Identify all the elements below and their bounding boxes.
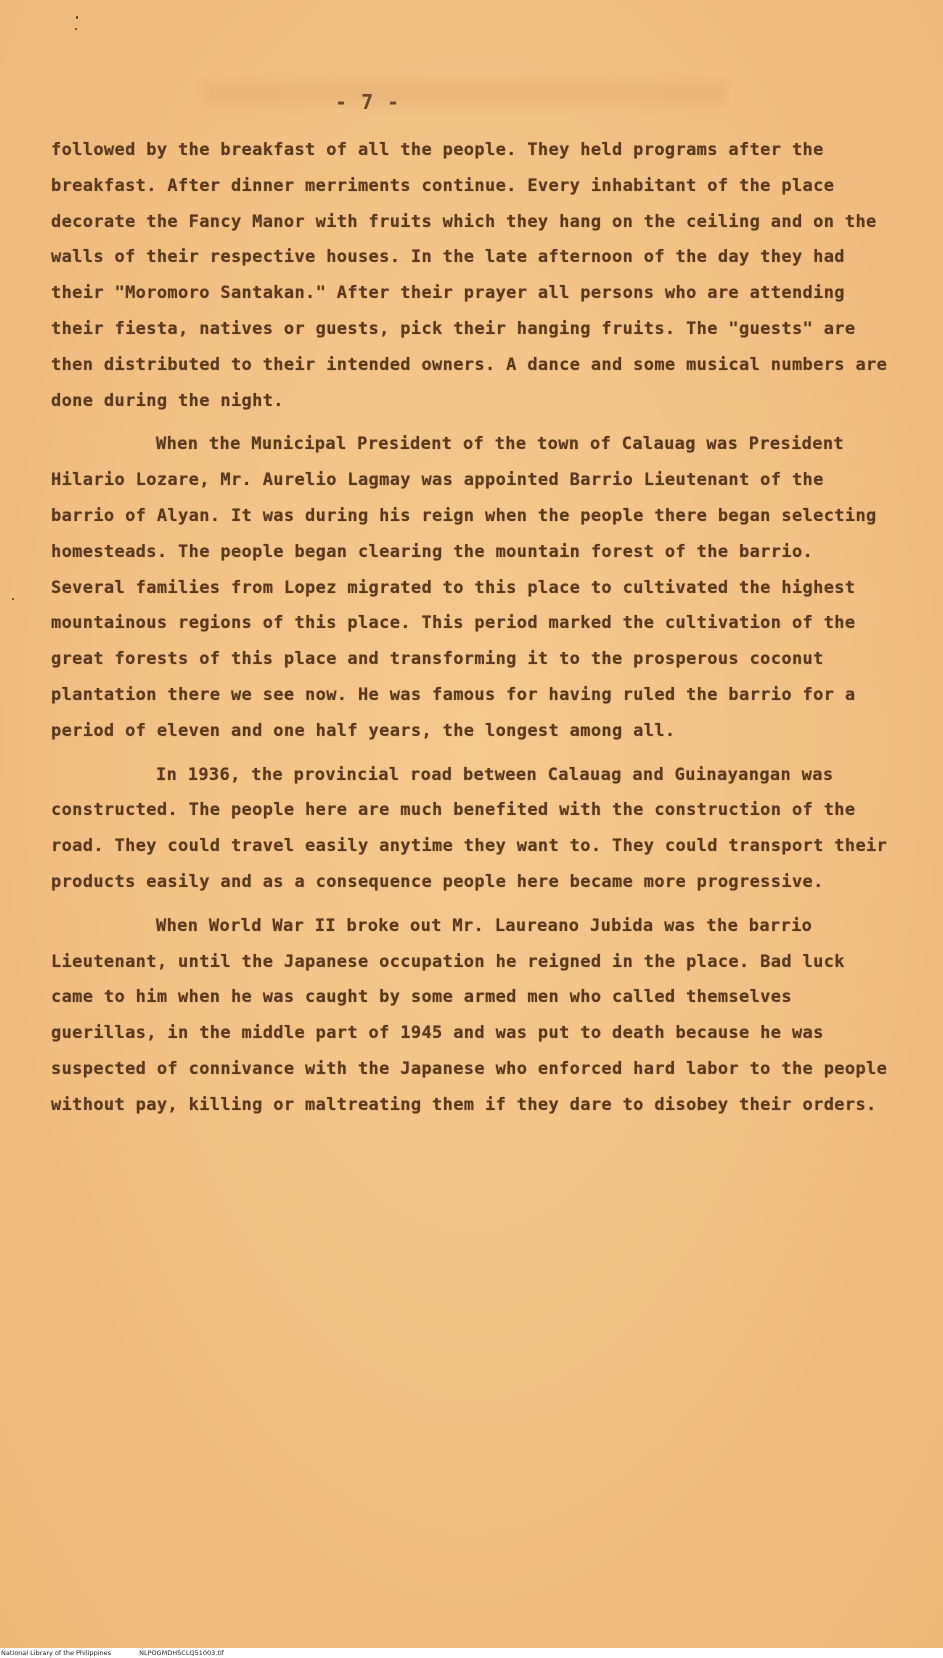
dust-speck xyxy=(12,598,14,600)
paragraph-1: followed by the breakfast of all the people. They held programs after the breakfast. After dinner merriments continue. Every inhabitant of the place decorate the Fancy Manor with fruits which they hang on the ceiling and on the walls of their respective houses. In the late afternoon of the day they had their "Moromoro Santakan." After their prayer all persons who are attending their fiesta, natives or guests, pick their hanging fruits. The "guests" are then distributed to their intended owners. A dance and some musical numbers are done during the night. xyxy=(51,140,888,411)
page-number: - 7 - xyxy=(335,90,401,114)
paragraph-4: When World War II broke out Mr. Laureano Jubida was the barrio Lieutenant, until the Japanese occupation he reigned in the place. Bad luck came to him when he was caught by some armed men who called themselves guerillas, in the middle part of 1945 and was put to death because he was suspected of connivance with the Japanese who enforced hard labor to the people without pay, killing or maltreating them if they dare to disobey their orders. xyxy=(51,915,888,1115)
bleed-through-shadow xyxy=(205,82,725,104)
scan-footer xyxy=(0,1648,943,1658)
paragraph-3: In 1936, the provincial road between Calauag and Guinayangan was constructed. The people here are much benefited with the construction of the road. They could travel easily anytime they want to. They could transport their products easily and as a consequence people here became more progressive. xyxy=(51,764,888,892)
dust-speck xyxy=(75,28,77,30)
document-body xyxy=(51,133,897,1124)
footer-library-label: National Library of the Philippines xyxy=(1,1649,112,1657)
paragraph-2: When the Municipal President of the town of Calauag was President Hilario Lozare, Mr. Aurelio Lagmay was appointed Barrio Lieutenant of the barrio of Alyan. It was during his reign when the people there began selecting homesteads. The people began clearing the mountain forest of the barrio. Several families from Lopez migrated to this place to cultivated the highest mountainous regions of this place. This period marked the cultivation of the great forests of this place and transforming it to the prosperous coconut plantation there we see now. He was famous for having ruled the barrio for a period of eleven and one half years, the longest among all. xyxy=(51,434,877,741)
footer-file-name: NLPOGMDHSCLQ51003.tif xyxy=(139,1649,224,1657)
dust-speck xyxy=(76,16,78,19)
